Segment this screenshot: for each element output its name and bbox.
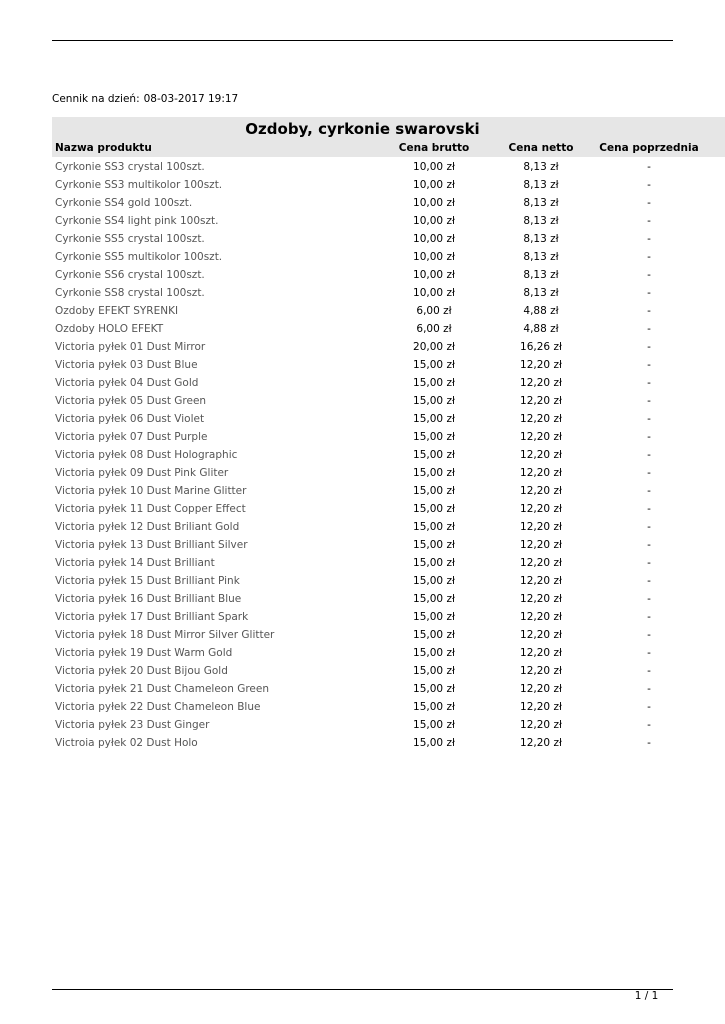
- price-brutto: 15,00 zł: [413, 377, 455, 389]
- price-brutto: 10,00 zł: [413, 179, 455, 191]
- price-brutto: 15,00 zł: [413, 575, 455, 587]
- section-header: [52, 117, 725, 157]
- price-previous: -: [647, 629, 651, 641]
- table-row: [52, 680, 725, 698]
- price-brutto: 20,00 zł: [413, 341, 455, 353]
- price-previous: -: [647, 215, 651, 227]
- table-row: [52, 518, 725, 536]
- table-row: [52, 662, 725, 680]
- price-netto: 8,13 zł: [523, 179, 559, 191]
- price-brutto: 15,00 zł: [413, 557, 455, 569]
- product-name: Cyrkonie SS5 multikolor 100szt.: [55, 251, 223, 263]
- price-previous: -: [647, 611, 651, 623]
- table-row: [52, 230, 725, 248]
- table-row: [52, 590, 725, 608]
- price-previous: -: [647, 683, 651, 695]
- product-name: Victoria pyłek 06 Dust Violet: [55, 413, 205, 425]
- price-netto: 8,13 zł: [523, 269, 559, 281]
- product-name: Victoria pyłek 19 Dust Warm Gold: [55, 647, 233, 659]
- product-name: Victoria pyłek 22 Dust Chameleon Blue: [55, 701, 261, 713]
- price-netto: 12,20 zł: [520, 377, 562, 389]
- price-netto: 12,20 zł: [520, 359, 562, 371]
- table-row: [52, 284, 725, 302]
- product-name: Ozdoby EFEKT SYRENKI: [55, 305, 179, 317]
- date-label: Cennik na dzień:: [52, 93, 140, 105]
- price-netto: 12,20 zł: [520, 647, 562, 659]
- table-row: [52, 212, 725, 230]
- table-row: [52, 428, 725, 446]
- price-brutto: 15,00 zł: [413, 395, 455, 407]
- page-number: 1 / 1: [634, 990, 659, 1002]
- column-header-brutto: Cena brutto: [398, 142, 470, 154]
- bottom-rule: [52, 989, 673, 990]
- price-previous: -: [647, 341, 651, 353]
- price-netto: 16,26 zł: [520, 341, 562, 353]
- price-previous: -: [647, 701, 651, 713]
- table-row: [52, 392, 725, 410]
- price-list-date: [52, 93, 238, 105]
- price-table: [52, 158, 725, 752]
- product-name: Victoria pyłek 12 Dust Briliant Gold: [55, 521, 240, 533]
- price-brutto: 6,00 zł: [416, 323, 452, 335]
- table-row: [52, 608, 725, 626]
- price-brutto: 15,00 zł: [413, 719, 455, 731]
- product-name: Victoria pyłek 13 Dust Brilliant Silver: [55, 539, 248, 551]
- table-row: [52, 302, 725, 320]
- price-brutto: 15,00 zł: [413, 431, 455, 443]
- product-name: Victroia pyłek 02 Dust Holo: [55, 737, 198, 749]
- price-previous: -: [647, 539, 651, 551]
- price-netto: 12,20 zł: [520, 431, 562, 443]
- price-previous: -: [647, 521, 651, 533]
- price-previous: -: [647, 485, 651, 497]
- table-row: [52, 500, 725, 518]
- price-brutto: 15,00 zł: [413, 449, 455, 461]
- product-name: Cyrkonie SS3 crystal 100szt.: [55, 161, 205, 173]
- price-netto: 12,20 zł: [520, 737, 562, 749]
- price-brutto: 15,00 zł: [413, 647, 455, 659]
- product-name: Victoria pyłek 17 Dust Brilliant Spark: [55, 611, 249, 623]
- table-row: [52, 446, 725, 464]
- table-row: [52, 716, 725, 734]
- price-netto: 12,20 zł: [520, 467, 562, 479]
- price-previous: -: [647, 197, 651, 209]
- product-name: Victoria pyłek 15 Dust Brilliant Pink: [55, 575, 240, 587]
- price-brutto: 15,00 zł: [413, 737, 455, 749]
- product-name: Victoria pyłek 09 Dust Pink Gliter: [55, 467, 229, 479]
- price-netto: 12,20 zł: [520, 629, 562, 641]
- product-name: Victoria pyłek 07 Dust Purple: [55, 431, 208, 443]
- product-name: Ozdoby HOLO EFEKT: [55, 323, 164, 335]
- table-row: [52, 554, 725, 572]
- price-netto: 8,13 zł: [523, 233, 559, 245]
- table-row: [52, 536, 725, 554]
- price-netto: 8,13 zł: [523, 251, 559, 263]
- product-name: Victoria pyłek 01 Dust Mirror: [55, 341, 206, 353]
- table-row: [52, 356, 725, 374]
- price-netto: 12,20 zł: [520, 719, 562, 731]
- product-name: Victoria pyłek 04 Dust Gold: [55, 377, 199, 389]
- price-brutto: 6,00 zł: [416, 305, 452, 317]
- product-name: Cyrkonie SS5 crystal 100szt.: [55, 233, 205, 245]
- section-title: Ozdoby, cyrkonie swarovski: [245, 120, 480, 138]
- product-name: Victoria pyłek 21 Dust Chameleon Green: [55, 683, 269, 695]
- price-brutto: 15,00 zł: [413, 413, 455, 425]
- price-netto: 12,20 zł: [520, 701, 562, 713]
- column-header-previous: Cena poprzednia: [599, 142, 699, 154]
- price-previous: -: [647, 575, 651, 587]
- table-row: [52, 464, 725, 482]
- table-row: [52, 734, 725, 752]
- table-row: [52, 482, 725, 500]
- table-row: [52, 320, 725, 338]
- price-netto: 4,88 zł: [523, 323, 559, 335]
- product-name: Victoria pyłek 14 Dust Brilliant: [55, 557, 215, 569]
- date-value: 08-03-2017 19:17: [143, 93, 239, 105]
- table-row: [52, 572, 725, 590]
- column-header-name: Nazwa produktu: [55, 142, 152, 154]
- table-row: [52, 338, 725, 356]
- price-brutto: 10,00 zł: [413, 161, 455, 173]
- table-row: [52, 266, 725, 284]
- price-previous: -: [647, 593, 651, 605]
- price-brutto: 10,00 zł: [413, 269, 455, 281]
- product-name: Cyrkonie SS4 light pink 100szt.: [55, 215, 219, 227]
- price-previous: -: [647, 359, 651, 371]
- price-brutto: 15,00 zł: [413, 539, 455, 551]
- price-previous: -: [647, 449, 651, 461]
- price-netto: 12,20 zł: [520, 395, 562, 407]
- price-netto: 12,20 zł: [520, 665, 562, 677]
- price-brutto: 10,00 zł: [413, 233, 455, 245]
- product-name: Victoria pyłek 23 Dust Ginger: [55, 719, 210, 731]
- price-previous: -: [647, 323, 651, 335]
- price-netto: 8,13 zł: [523, 197, 559, 209]
- product-name: Victoria pyłek 11 Dust Copper Effect: [55, 503, 246, 515]
- table-row: [52, 194, 725, 212]
- product-name: Victoria pyłek 20 Dust Bijou Gold: [55, 665, 228, 677]
- price-netto: 12,20 zł: [520, 575, 562, 587]
- table-row: [52, 644, 725, 662]
- table-row: [52, 248, 725, 266]
- top-rule: [52, 40, 673, 41]
- product-name: Victoria pyłek 18 Dust Mirror Silver Glitter: [55, 629, 275, 641]
- price-brutto: 15,00 zł: [413, 665, 455, 677]
- price-netto: 8,13 zł: [523, 287, 559, 299]
- price-brutto: 15,00 zł: [413, 593, 455, 605]
- price-previous: -: [647, 305, 651, 317]
- product-name: Victoria pyłek 16 Dust Brilliant Blue: [55, 593, 242, 605]
- product-name: Victoria pyłek 03 Dust Blue: [55, 359, 198, 371]
- price-previous: -: [647, 413, 651, 425]
- price-brutto: 10,00 zł: [413, 251, 455, 263]
- price-previous: -: [647, 161, 651, 173]
- price-brutto: 15,00 zł: [413, 629, 455, 641]
- price-previous: -: [647, 269, 651, 281]
- product-name: Cyrkonie SS6 crystal 100szt.: [55, 269, 205, 281]
- price-previous: -: [647, 395, 651, 407]
- price-brutto: 15,00 zł: [413, 485, 455, 497]
- price-netto: 12,20 zł: [520, 503, 562, 515]
- product-name: Victoria pyłek 08 Dust Holographic: [55, 449, 238, 461]
- product-name: Victoria pyłek 05 Dust Green: [55, 395, 207, 407]
- price-brutto: 15,00 zł: [413, 359, 455, 371]
- price-previous: -: [647, 179, 651, 191]
- table-row: [52, 374, 725, 392]
- price-netto: 12,20 zł: [520, 557, 562, 569]
- price-netto: 12,20 zł: [520, 611, 562, 623]
- product-name: Victoria pyłek 10 Dust Marine Glitter: [55, 485, 247, 497]
- price-brutto: 10,00 zł: [413, 197, 455, 209]
- price-previous: -: [647, 503, 651, 515]
- price-netto: 12,20 zł: [520, 485, 562, 497]
- product-name: Cyrkonie SS4 gold 100szt.: [55, 197, 193, 209]
- price-netto: 12,20 zł: [520, 539, 562, 551]
- price-brutto: 15,00 zł: [413, 521, 455, 533]
- price-previous: -: [647, 377, 651, 389]
- table-row: [52, 176, 725, 194]
- price-netto: 8,13 zł: [523, 215, 559, 227]
- price-brutto: 15,00 zł: [413, 683, 455, 695]
- price-netto: 8,13 zł: [523, 161, 559, 173]
- price-brutto: 15,00 zł: [413, 503, 455, 515]
- price-brutto: 15,00 zł: [413, 701, 455, 713]
- product-name: Cyrkonie SS3 multikolor 100szt.: [55, 179, 223, 191]
- price-previous: -: [647, 233, 651, 245]
- price-previous: -: [647, 737, 651, 749]
- price-previous: -: [647, 719, 651, 731]
- price-netto: 12,20 zł: [520, 593, 562, 605]
- price-netto: 12,20 zł: [520, 449, 562, 461]
- price-netto: 12,20 zł: [520, 413, 562, 425]
- price-brutto: 15,00 zł: [413, 467, 455, 479]
- table-row: [52, 626, 725, 644]
- price-previous: -: [647, 557, 651, 569]
- price-previous: -: [647, 665, 651, 677]
- column-header-netto: Cena netto: [508, 142, 574, 154]
- price-previous: -: [647, 251, 651, 263]
- price-previous: -: [647, 431, 651, 443]
- price-brutto: 10,00 zł: [413, 215, 455, 227]
- product-name: Cyrkonie SS8 crystal 100szt.: [55, 287, 205, 299]
- price-netto: 4,88 zł: [523, 305, 559, 317]
- price-brutto: 15,00 zł: [413, 611, 455, 623]
- price-previous: -: [647, 287, 651, 299]
- price-previous: -: [647, 647, 651, 659]
- table-row: [52, 698, 725, 716]
- price-netto: 12,20 zł: [520, 521, 562, 533]
- price-brutto: 10,00 zł: [413, 287, 455, 299]
- table-row: [52, 410, 725, 428]
- price-previous: -: [647, 467, 651, 479]
- table-row: [52, 158, 725, 176]
- price-netto: 12,20 zł: [520, 683, 562, 695]
